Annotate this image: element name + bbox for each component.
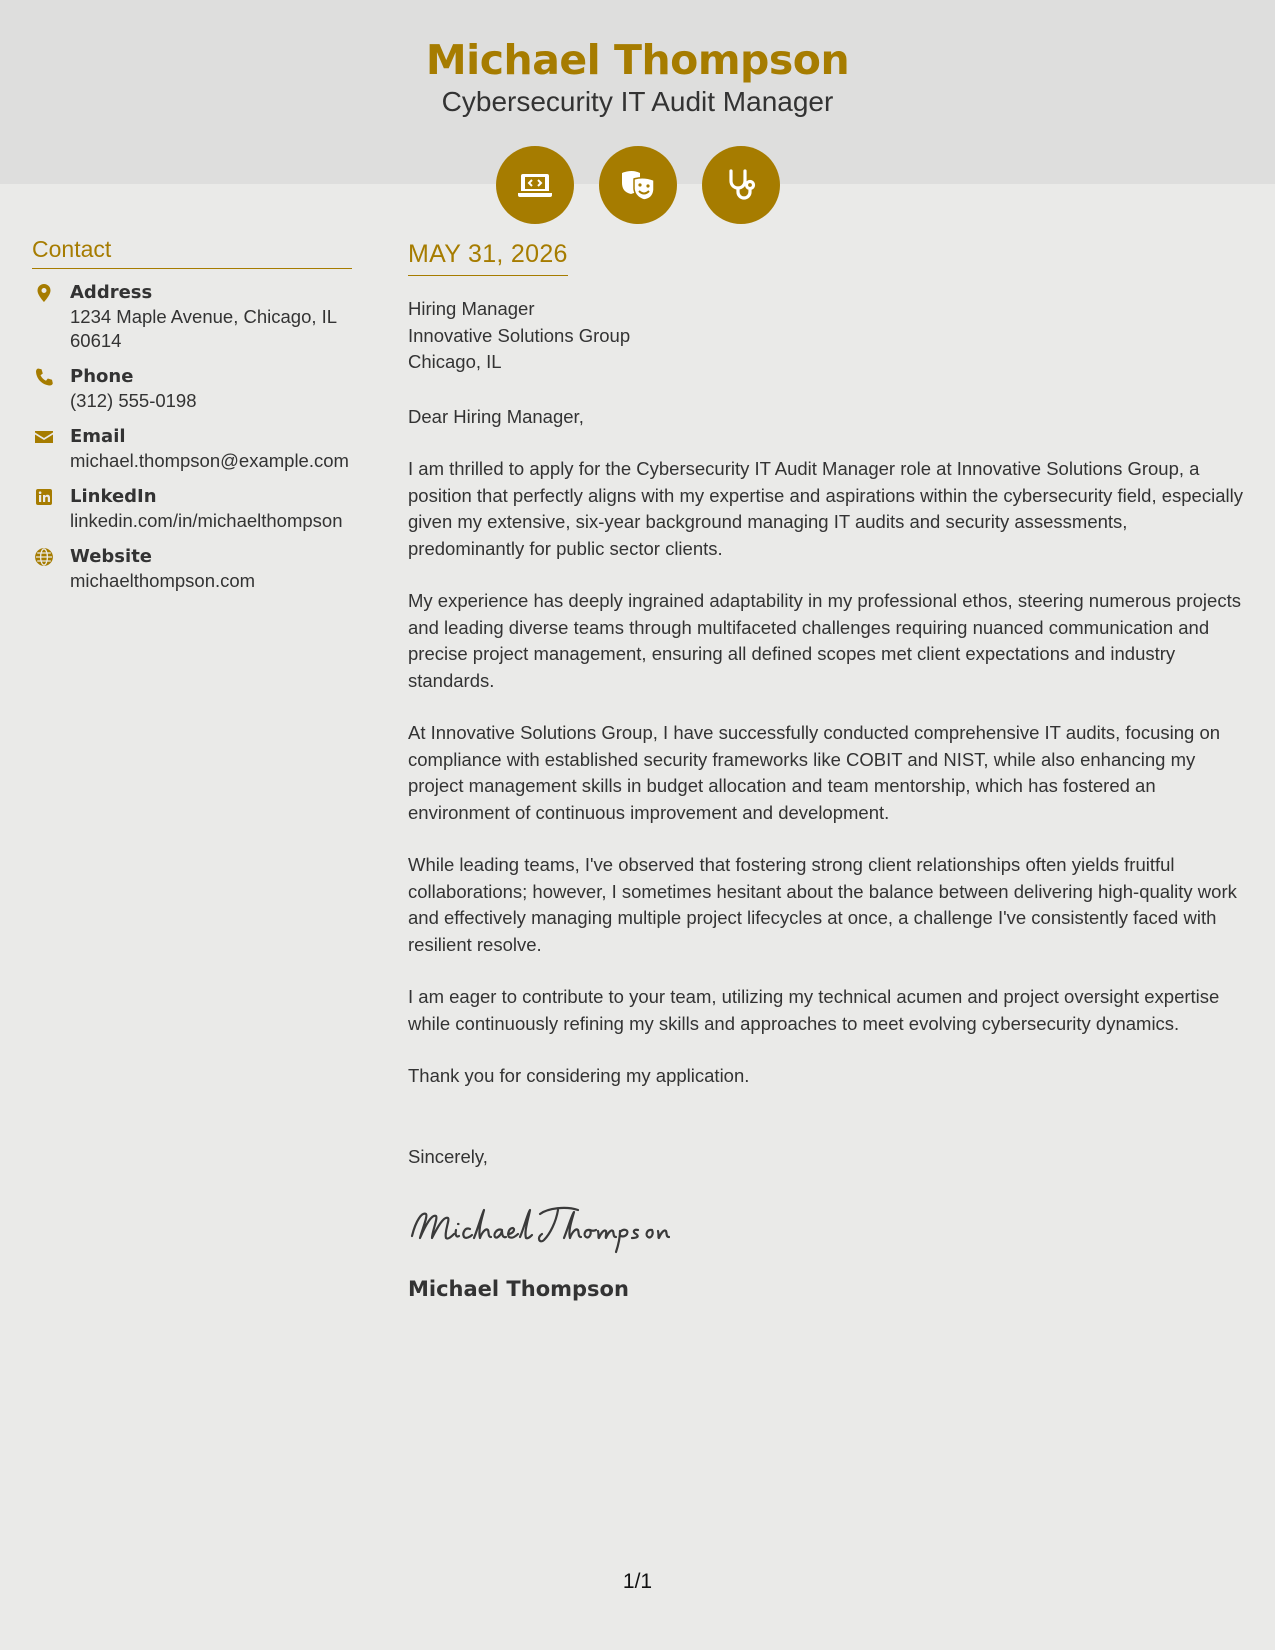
handwritten-signature	[408, 1200, 670, 1254]
contact-label: Address	[70, 282, 153, 303]
globe-icon	[32, 545, 70, 593]
contact-sidebar	[32, 236, 352, 605]
stethoscope-icon	[702, 146, 780, 224]
envelope-icon	[32, 425, 70, 473]
contact-label: Email	[70, 426, 126, 447]
signed-name: Michael Thompson	[408, 1277, 629, 1301]
letter-paragraph: I am eager to contribute to your team, utilizing my technical acumen and project oversight expertise while continuously refining my skills and approaches to meet evolving cybersecurity dynamics.	[408, 986, 1220, 1034]
contact-label: Phone	[70, 366, 134, 387]
greeting: Dear Hiring Manager,	[408, 405, 584, 427]
website-link[interactable]: michaelthompson.com	[70, 570, 256, 591]
linkedin-link[interactable]: linkedin.com/in/michaelthompson	[70, 510, 343, 531]
contact-heading: Contact	[32, 236, 352, 269]
recipient-block	[408, 296, 1244, 376]
contact-address	[32, 281, 352, 353]
theater-masks-icon	[599, 146, 677, 224]
contact-email	[32, 425, 352, 473]
letter-paragraph: My experience has deeply ingrained adaptability in my professional ethos, steering numerous projects and leading diverse teams through multifaceted challenges requiring nuanced communication and precise project management, ensuring all defined scopes met client expectations and industry standards.	[408, 590, 1241, 691]
hobby-icons	[496, 146, 780, 224]
contact-label: LinkedIn	[70, 486, 157, 507]
letter-paragraph: While leading teams, I've observed that fostering strong client relationships often yields fruitful collaborations; however, I sometimes hesitant about the balance between delivering high-quality work and effectively managing multiple project lifecycles at once, a challenge I've consistently faced with resilient resolve.	[408, 854, 1237, 955]
linkedin-icon	[32, 485, 70, 533]
recipient-line: Chicago, IL	[408, 351, 502, 372]
candidate-name: Michael Thompson	[425, 36, 850, 84]
letter-date: MAY 31, 2026	[408, 240, 568, 276]
contact-linkedin	[32, 485, 352, 533]
letter-paragraph: I am thrilled to apply for the Cybersecurity IT Audit Manager role at Innovative Solutions Group, a position that perfectly aligns with my expertise and aspirations within the cybersecurity field, especially given my extensive, six-year background managing IT audits and security assessments, predominantly for public sector clients.	[408, 458, 1243, 559]
phone-value: (312) 555-0198	[70, 390, 197, 411]
letter-paragraph: At Innovative Solutions Group, I have successfully conducted comprehensive IT audits, focusing on compliance with established security frameworks like COBIT and NIST, while also enhancing my project management skills in budget allocation and team mentorship, which has fostered an environment of continuous improvement and development.	[408, 722, 1221, 823]
recipient-line: Hiring Manager	[408, 298, 535, 319]
laptop-code-icon	[496, 146, 574, 224]
contact-phone	[32, 365, 352, 413]
closing: Sincerely,	[408, 1145, 488, 1167]
recipient-line: Innovative Solutions Group	[408, 324, 631, 346]
letter-paragraph: Thank you for considering my application.	[408, 1065, 750, 1086]
address-value: 1234 Maple Avenue, Chicago, IL 60614	[70, 306, 337, 351]
email-link[interactable]: michael.thompson@example.com	[70, 450, 349, 471]
phone-icon	[32, 365, 70, 413]
contact-label: Website	[70, 546, 153, 567]
cover-letter	[408, 240, 1244, 1301]
job-title: Cybersecurity IT Audit Manager	[441, 86, 834, 117]
contact-website	[32, 545, 352, 593]
map-pin-icon	[32, 281, 70, 353]
page-number: 1/1	[622, 1570, 653, 1593]
